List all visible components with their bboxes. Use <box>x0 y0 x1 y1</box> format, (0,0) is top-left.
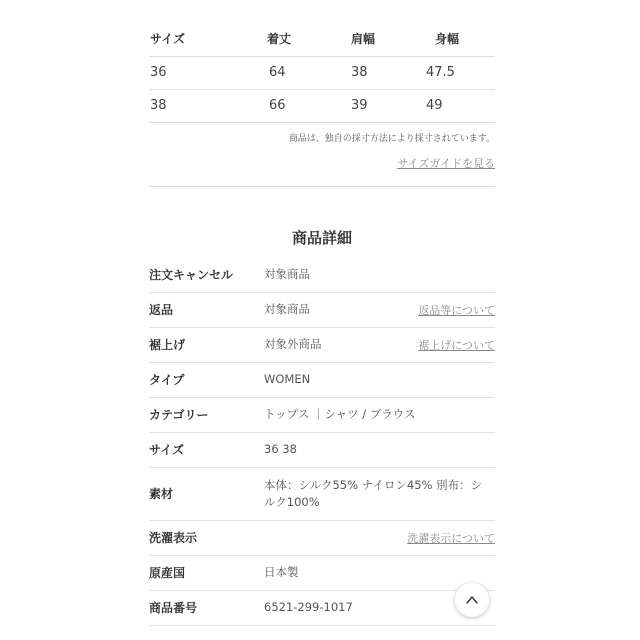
divider <box>149 186 495 187</box>
detail-row-material <box>149 468 495 521</box>
detail-label: 商品番号 <box>149 601 198 615</box>
table-cell: 39 <box>343 89 421 122</box>
detail-row-product-number <box>149 591 495 626</box>
detail-label: 返品 <box>149 303 174 317</box>
detail-row-hemming <box>149 328 495 363</box>
detail-row-care <box>149 521 495 556</box>
header-width: 身幅 <box>421 0 495 56</box>
header-shoulder: 肩幅 <box>343 0 421 56</box>
hemming-info-link[interactable]: 裾上げについて <box>418 338 495 352</box>
detail-row-category <box>149 398 495 433</box>
table-cell: 36 <box>149 56 247 89</box>
table-cell: 64 <box>247 56 343 89</box>
table-cell: 66 <box>247 89 343 122</box>
detail-label: カテゴリー <box>149 408 209 422</box>
detail-label: 素材 <box>149 487 174 501</box>
size-guide <box>149 152 495 168</box>
scroll-to-top-button[interactable] <box>455 583 489 617</box>
detail-value: WOMEN <box>264 372 311 386</box>
product-info <box>149 0 495 626</box>
detail-value: トップス ｜シャツ / ブラウス <box>264 407 416 421</box>
chevron-up-icon <box>464 592 480 608</box>
detail-value: 対象外商品 <box>264 337 322 351</box>
table-cell: 38 <box>343 56 421 89</box>
detail-value: 対象商品 <box>264 302 310 316</box>
size-table-header <box>149 0 495 56</box>
detail-value: 36 38 <box>264 442 297 456</box>
detail-value: 本体：シルク55% ナイロン45% 別布：シルク100% <box>264 477 483 509</box>
table-cell: 38 <box>149 89 247 122</box>
detail-row-cancel <box>149 258 495 293</box>
table-row <box>149 56 495 89</box>
detail-label: 原産国 <box>149 566 186 580</box>
header-length: 着丈 <box>247 0 343 56</box>
detail-label: タイプ <box>149 373 185 387</box>
detail-label: 洗濯表示 <box>149 531 198 545</box>
detail-row-origin <box>149 556 495 591</box>
table-row <box>149 89 495 122</box>
section-title: 商品詳細 <box>291 228 352 247</box>
return-info-link[interactable]: 返品等について <box>418 303 495 317</box>
detail-value: 6521-299-1017 <box>264 600 353 614</box>
detail-value: 日本製 <box>264 565 299 579</box>
size-table <box>149 0 495 123</box>
care-label-link[interactable]: 洗濯表示について <box>407 531 495 545</box>
detail-value: 対象商品 <box>264 267 310 281</box>
size-guide-link[interactable]: サイズガイドを見る <box>397 156 495 170</box>
detail-list <box>149 258 495 626</box>
detail-row-type <box>149 363 495 398</box>
measurement-note: 商品は、独自の採寸方法により採寸されています。 <box>288 133 495 144</box>
detail-label: 注文キャンセル <box>149 268 234 282</box>
detail-label: サイズ <box>149 443 185 457</box>
detail-label: 裾上げ <box>149 338 186 352</box>
table-cell: 49 <box>421 89 495 122</box>
table-cell: 47.5 <box>421 56 495 89</box>
detail-row-return <box>149 293 495 328</box>
header-size: サイズ <box>149 0 247 56</box>
detail-row-size <box>149 433 495 468</box>
